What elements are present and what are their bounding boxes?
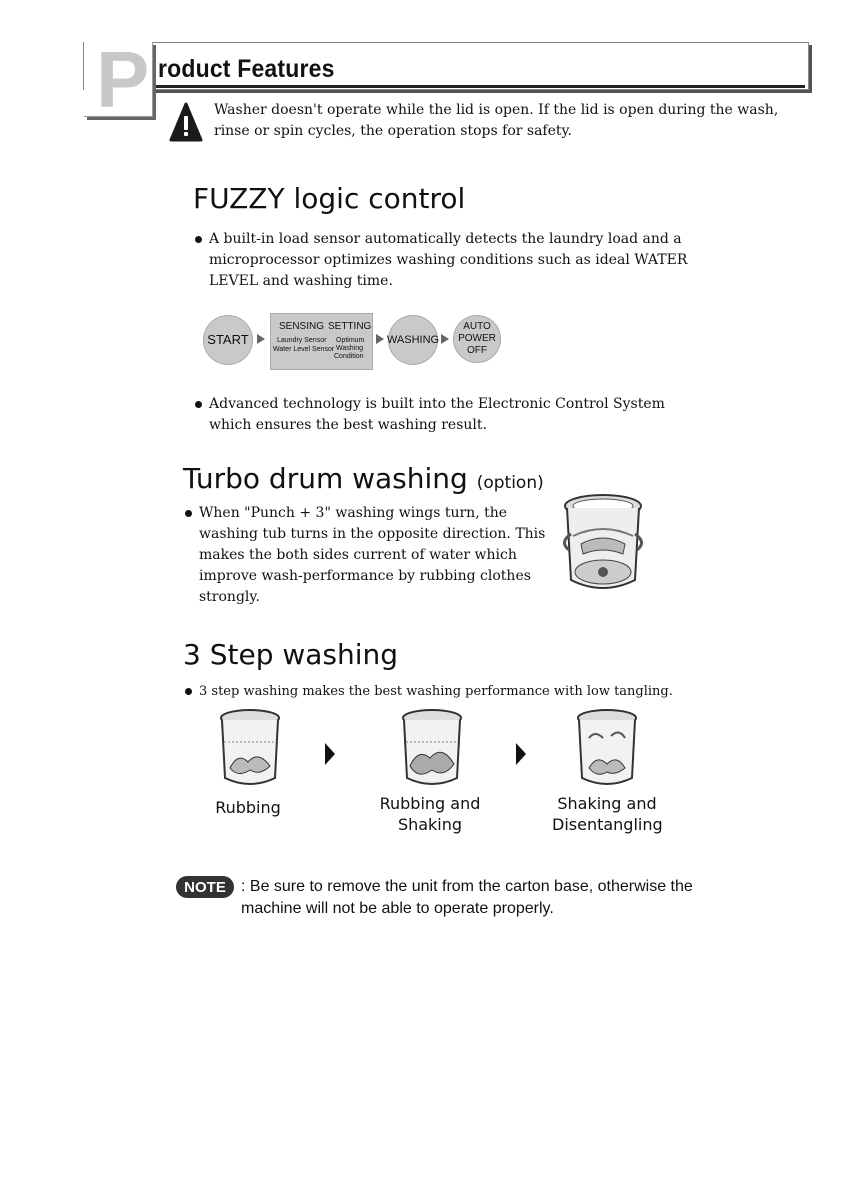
turbo-bullet	[199, 503, 554, 608]
bullet-dot	[185, 510, 192, 517]
fuzzy-title: FUZZY logic control	[193, 182, 466, 215]
three-step-bullet	[199, 681, 719, 702]
bullet-dot	[185, 688, 192, 695]
three-step-bullet-text: 3 step washing makes the best washing performance with low tangling.	[199, 684, 673, 699]
step-rubbing-illustration	[218, 708, 282, 795]
warning-text: Washer doesn't operate while the lid is open. If the lid is open during the wash, rinse or spin cycles, the operation stops for safety.	[214, 102, 779, 139]
bullet-dot	[195, 401, 202, 408]
flow-laundry-sensor: Laundry Sensor	[277, 337, 327, 344]
step-arrow-icon	[516, 743, 526, 765]
header-underline	[150, 85, 805, 88]
three-step-title: 3 Step washing	[183, 638, 399, 671]
step-caption-rubbing-shaking: Rubbing and Shaking	[379, 794, 481, 834]
flow-water-level-sensor: Water Level Sensor	[273, 346, 335, 353]
flow-optimum: Optimum	[336, 337, 365, 344]
note-text: : Be sure to remove the unit from the carton base, otherwise the machine will not be able to operate properly.	[241, 878, 693, 917]
fuzzy-bullet-1-text: A built-in load sensor automatically detects the laundry load and a microprocessor optimizes washing conditions such as ideal WATER LEVEL and washing time.	[209, 231, 688, 289]
step-arrow-icon	[325, 743, 335, 765]
flow-condition: Condition	[334, 353, 364, 360]
fuzzy-bullet-2-text: Advanced technology is built into the Electronic Control System which ensures the best washing result.	[209, 396, 665, 433]
turbo-title	[183, 462, 544, 495]
flow-washing-small: Washing	[336, 345, 363, 352]
flow-washing: WASHING	[388, 315, 438, 365]
turbo-drum-illustration	[561, 492, 645, 601]
step-caption-shaking-disentangling: Shaking and Disentangling	[552, 794, 663, 834]
flow-sensing: SENSING	[279, 321, 325, 332]
arrow-icon	[441, 334, 449, 344]
warning-triangle-icon	[169, 102, 203, 149]
arrow-icon	[376, 334, 384, 344]
fuzzy-bullet-2	[209, 394, 689, 436]
turbo-bullet-text: When "Punch + 3" washing wings turn, the washing tub turns in the opposite direction. This makes the both sides current of water which improve wash-performance by rubbing clothes strongly.	[199, 505, 546, 605]
turbo-option-label: (option)	[476, 473, 544, 493]
turbo-title-text: Turbo drum washing	[183, 462, 468, 495]
page-title: roduct Features	[158, 55, 335, 83]
header-big-letter: P	[96, 35, 150, 124]
note-badge: NOTE	[176, 876, 234, 898]
bullet-dot	[195, 236, 202, 243]
flow-setting: SETTING	[328, 321, 372, 332]
flow-auto-power-off: AUTO POWER OFF	[453, 315, 501, 363]
step-rubbing-shaking-illustration	[400, 708, 464, 795]
fuzzy-bullet-1	[209, 229, 689, 292]
flow-start: START	[203, 315, 253, 365]
step-shaking-disentangling-illustration	[575, 708, 639, 795]
arrow-icon	[257, 334, 265, 344]
step-caption-rubbing: Rubbing	[215, 798, 281, 817]
